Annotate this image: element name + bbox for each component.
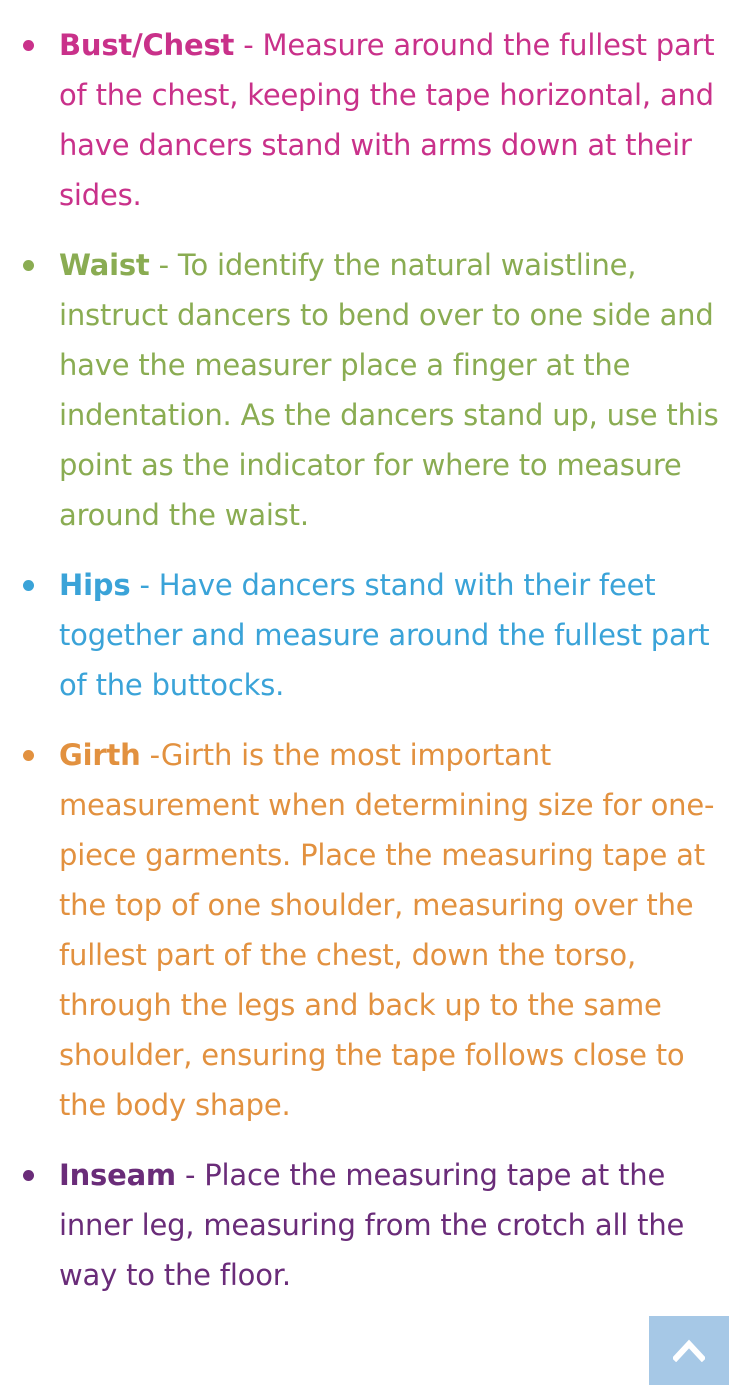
list-item-girth	[59, 730, 728, 1130]
bullet-icon	[23, 750, 34, 761]
list-item-inseam	[59, 1150, 728, 1300]
separator: -	[175, 1158, 205, 1192]
description-girth: Girth is the most important measurement when determining size for one-piece garments. Place the measuring tape at the top of one shoulder, measuring over the fullest part of the chest, down the torso, through the legs and back up to the same shoulder, ensuring the tape follows close to the body shape.	[59, 738, 715, 1122]
description-waist: To identify the natural waistline, instruct dancers to bend over to one side and have the measurer place a finger at the indentation. As the dancers stand up, use this point as the indicator for where to measure around the waist.	[59, 248, 719, 532]
description-hips: Have dancers stand with their feet together and measure around the fullest part of the buttocks.	[59, 568, 710, 702]
bullet-icon	[23, 580, 34, 591]
list-item-hips	[59, 560, 728, 710]
description-bust-chest: Measure around the fullest part of the chest, keeping the tape horizontal, and have dancers stand with arms down at their sides.	[59, 28, 715, 212]
term-girth: Girth	[59, 738, 141, 772]
separator: -	[140, 738, 161, 772]
bullet-icon	[23, 260, 34, 271]
term-bust-chest: Bust/Chest	[59, 28, 235, 62]
bullet-icon	[23, 1170, 34, 1181]
separator: -	[234, 28, 263, 62]
description-inseam: Place the measuring tape at the inner leg, measuring from the crotch all the way to the floor.	[59, 1158, 685, 1292]
list-item-bust-chest	[59, 20, 728, 220]
list-item-waist	[59, 240, 728, 540]
separator: -	[130, 568, 159, 602]
chevron-up-icon	[673, 1338, 705, 1362]
term-hips: Hips	[59, 568, 131, 602]
term-inseam: Inseam	[59, 1158, 176, 1192]
separator: -	[149, 248, 178, 282]
bullet-icon	[23, 40, 34, 51]
scroll-to-top-button[interactable]	[649, 1316, 729, 1385]
term-waist: Waist	[59, 248, 150, 282]
